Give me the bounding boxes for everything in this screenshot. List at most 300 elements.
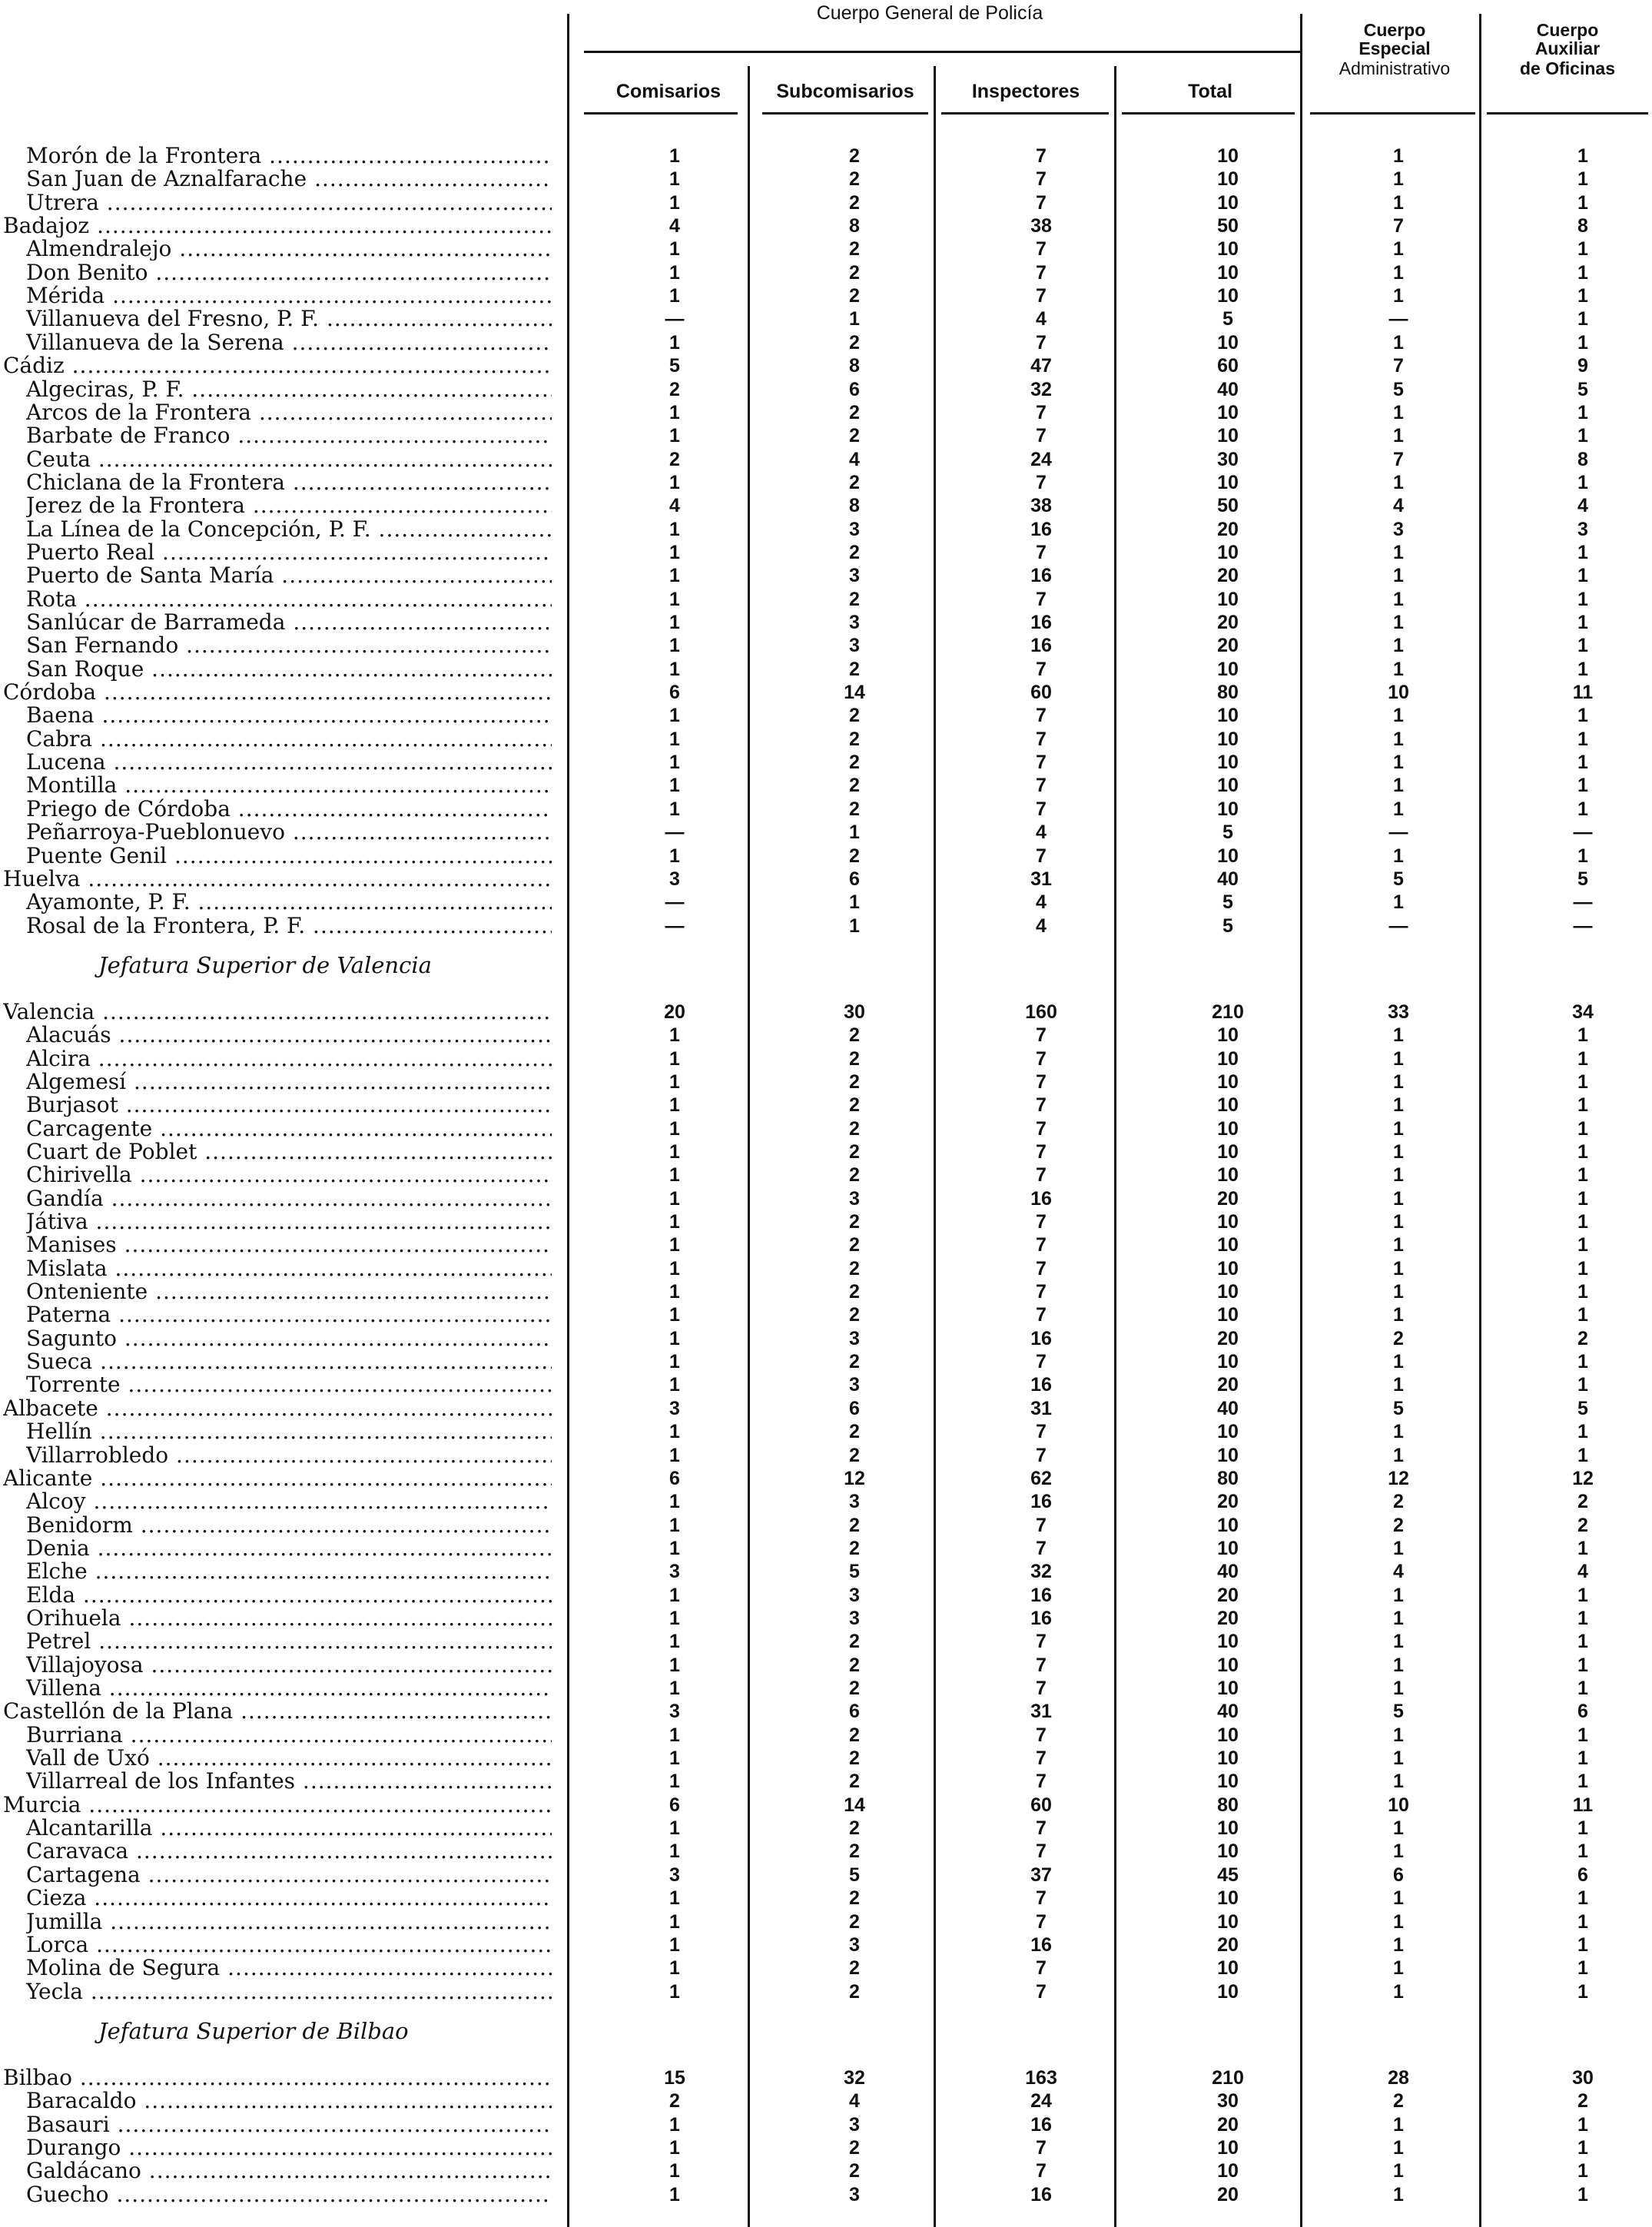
table-row bbox=[0, 354, 1652, 377]
cell-comisarios: 3 bbox=[669, 868, 680, 890]
cell-inspectores: 7 bbox=[1036, 1118, 1047, 1140]
cell-cao: 1 bbox=[1577, 1678, 1588, 1699]
header-bottom-rule-5 bbox=[1310, 112, 1475, 115]
table-row bbox=[0, 1677, 1652, 1700]
cell-cea: 1 bbox=[1393, 1911, 1404, 1933]
cell-subcomisarios: 3 bbox=[849, 1934, 860, 1956]
cell-comisarios: 1 bbox=[669, 1048, 680, 1070]
row-label: Cartagena ..... bbox=[26, 1864, 552, 1887]
cell-cao: 1 bbox=[1577, 1071, 1588, 1093]
cell-total: 20 bbox=[1217, 1374, 1239, 1396]
cell-total: 10 bbox=[1217, 1094, 1239, 1116]
cell-cea: 1 bbox=[1393, 1654, 1404, 1676]
cell-inspectores: 7 bbox=[1036, 168, 1047, 190]
cell-total: 30 bbox=[1217, 449, 1239, 470]
cell-total: 10 bbox=[1217, 1281, 1239, 1303]
cell-subcomisarios: 2 bbox=[849, 332, 860, 353]
table-row bbox=[0, 1700, 1652, 1723]
cell-cao: 5 bbox=[1577, 1398, 1588, 1419]
cell-cea: — bbox=[1388, 821, 1408, 843]
cell-comisarios: — bbox=[665, 308, 685, 330]
cell-inspectores: 7 bbox=[1036, 1234, 1047, 1256]
table-row bbox=[0, 704, 1652, 727]
cell-comisarios: 1 bbox=[669, 1421, 680, 1442]
table-row bbox=[0, 1630, 1652, 1653]
cell-cao: 1 bbox=[1577, 262, 1588, 284]
cell-inspectores: 31 bbox=[1030, 868, 1052, 890]
cell-subcomisarios: 2 bbox=[849, 1281, 860, 1303]
cell-total: 10 bbox=[1217, 1840, 1239, 1862]
cell-inspectores: 32 bbox=[1030, 1561, 1052, 1582]
cell-inspectores: 7 bbox=[1036, 1631, 1047, 1652]
cell-comisarios: 1 bbox=[669, 635, 680, 656]
row-label: Don Benito ..... bbox=[26, 261, 552, 284]
cell-cea: 1 bbox=[1393, 1934, 1404, 1956]
row-label: Castellón de la Plana ..... bbox=[3, 1700, 552, 1723]
table-row bbox=[0, 798, 1652, 821]
table-row bbox=[0, 1094, 1652, 1117]
cell-subcomisarios: 3 bbox=[849, 1585, 860, 1606]
section-heading: Jefatura Superior de Valencia bbox=[98, 952, 432, 978]
cell-cea: 1 bbox=[1393, 1164, 1404, 1186]
cell-subcomisarios: 30 bbox=[844, 1001, 865, 1023]
cell-cea: 1 bbox=[1393, 1771, 1404, 1792]
table-row bbox=[0, 1024, 1652, 1047]
cell-subcomisarios: 2 bbox=[849, 1678, 860, 1699]
cell-cao: 2 bbox=[1577, 2090, 1588, 2112]
cell-cea: 1 bbox=[1393, 1188, 1404, 1210]
cell-cea: — bbox=[1388, 915, 1408, 937]
cell-total: 10 bbox=[1217, 192, 1239, 214]
cell-total: 10 bbox=[1217, 798, 1239, 820]
header-cea-line1: Cuerpo bbox=[1363, 20, 1426, 40]
cell-comisarios: 1 bbox=[669, 798, 680, 820]
cell-subcomisarios: 2 bbox=[849, 2137, 860, 2159]
cell-cao: 8 bbox=[1577, 449, 1588, 470]
cell-subcomisarios: 2 bbox=[849, 1631, 860, 1652]
cell-cao: 1 bbox=[1577, 285, 1588, 307]
cell-comisarios: 1 bbox=[669, 1024, 680, 1046]
cell-subcomisarios: 2 bbox=[849, 1911, 860, 1933]
row-label: Sagunto ..... bbox=[26, 1327, 552, 1350]
cell-subcomisarios: 2 bbox=[849, 1538, 860, 1559]
table-row bbox=[0, 1303, 1652, 1326]
table-row bbox=[0, 1187, 1652, 1210]
cell-cao: 1 bbox=[1577, 425, 1588, 446]
cell-comisarios: 1 bbox=[669, 1538, 680, 1559]
table-row bbox=[0, 588, 1652, 611]
cell-total: 5 bbox=[1222, 308, 1233, 330]
cell-cea: 1 bbox=[1393, 168, 1404, 190]
cell-total: 10 bbox=[1217, 332, 1239, 353]
cell-comisarios: 1 bbox=[669, 752, 680, 773]
cell-subcomisarios: 6 bbox=[849, 379, 860, 400]
cell-comisarios: 1 bbox=[669, 1491, 680, 1512]
cell-comisarios: 1 bbox=[669, 1585, 680, 1606]
cell-subcomisarios: 6 bbox=[849, 1701, 860, 1722]
cell-cea: 1 bbox=[1393, 1024, 1404, 1046]
cell-total: 20 bbox=[1217, 565, 1239, 586]
cell-cao: 1 bbox=[1577, 332, 1588, 353]
cell-inspectores: 7 bbox=[1036, 238, 1047, 260]
row-label: Villajoyosa ..... bbox=[26, 1654, 552, 1677]
cell-total: 45 bbox=[1217, 1864, 1239, 1886]
section-heading: Jefatura Superior de Bilbao bbox=[98, 2018, 409, 2044]
cell-cea: 5 bbox=[1393, 379, 1404, 400]
table-row bbox=[0, 1887, 1652, 1910]
cell-cea: 1 bbox=[1393, 1048, 1404, 1070]
cell-subcomisarios: 6 bbox=[849, 1398, 860, 1419]
cell-cea: 10 bbox=[1388, 682, 1409, 703]
table-row bbox=[0, 1117, 1652, 1140]
cell-comisarios: 1 bbox=[669, 285, 680, 307]
cell-total: 30 bbox=[1217, 2090, 1239, 2112]
cell-comisarios: 6 bbox=[669, 1794, 680, 1816]
row-label: Alicante ..... bbox=[3, 1467, 552, 1490]
cell-inspectores: 38 bbox=[1030, 495, 1052, 516]
row-label: Sueca ..... bbox=[26, 1350, 552, 1373]
cell-inspectores: 7 bbox=[1036, 1258, 1047, 1279]
cell-comisarios: 1 bbox=[669, 2137, 680, 2159]
cell-comisarios: 1 bbox=[669, 1281, 680, 1303]
cell-inspectores: 7 bbox=[1036, 1771, 1047, 1792]
table-row bbox=[0, 914, 1652, 938]
cell-cea: 1 bbox=[1393, 752, 1404, 773]
cell-inspectores: 7 bbox=[1036, 1094, 1047, 1116]
table-row bbox=[0, 1864, 1652, 1887]
cell-comisarios: 15 bbox=[664, 2067, 685, 2089]
cell-subcomisarios: 2 bbox=[849, 285, 860, 307]
table-row bbox=[0, 237, 1652, 261]
cell-inspectores: 7 bbox=[1036, 1048, 1047, 1070]
cell-inspectores: 24 bbox=[1030, 2090, 1052, 2112]
cell-comisarios: 3 bbox=[669, 1701, 680, 1722]
cell-total: 80 bbox=[1217, 1794, 1239, 1816]
cell-inspectores: 7 bbox=[1036, 1421, 1047, 1442]
cell-comisarios: 1 bbox=[669, 2160, 680, 2182]
cell-cea: 7 bbox=[1393, 215, 1404, 237]
cell-total: 10 bbox=[1217, 1118, 1239, 1140]
cell-comisarios: 1 bbox=[669, 238, 680, 260]
cell-inspectores: 7 bbox=[1036, 2137, 1047, 2159]
row-label: Algemesí ..... bbox=[26, 1070, 552, 1094]
cell-cea: 1 bbox=[1393, 1141, 1404, 1163]
cell-inspectores: 16 bbox=[1030, 612, 1052, 633]
cell-comisarios: 1 bbox=[669, 1188, 680, 1210]
header-bottom-rule-4 bbox=[1122, 112, 1295, 115]
cell-subcomisarios: 2 bbox=[849, 775, 860, 796]
cell-subcomisarios: 4 bbox=[849, 449, 860, 470]
row-label: Lorca ..... bbox=[26, 1933, 552, 1957]
cell-total: 10 bbox=[1217, 472, 1239, 493]
table-row bbox=[0, 1560, 1652, 1583]
table-row bbox=[0, 1444, 1652, 1467]
cell-cao: 1 bbox=[1577, 1281, 1588, 1303]
cell-cea: 1 bbox=[1393, 1118, 1404, 1140]
cell-inspectores: 4 bbox=[1036, 821, 1047, 843]
row-label: Morón de la Frontera ..... bbox=[26, 144, 552, 168]
row-label: Córdoba ..... bbox=[3, 681, 552, 704]
table-row bbox=[0, 2066, 1652, 2089]
cell-subcomisarios: 2 bbox=[849, 1141, 860, 1163]
row-label: Galdácano ..... bbox=[26, 2159, 552, 2182]
cell-total: 40 bbox=[1217, 1398, 1239, 1419]
cell-subcomisarios: 2 bbox=[849, 589, 860, 610]
cell-inspectores: 7 bbox=[1036, 332, 1047, 353]
cell-total: 10 bbox=[1217, 729, 1239, 750]
cell-total: 10 bbox=[1217, 262, 1239, 284]
table-row bbox=[0, 751, 1652, 774]
cell-total: 50 bbox=[1217, 215, 1239, 237]
cell-subcomisarios: 3 bbox=[849, 1374, 860, 1396]
cell-subcomisarios: 2 bbox=[849, 262, 860, 284]
row-label: Badajoz ..... bbox=[3, 214, 552, 237]
cell-cao: 1 bbox=[1577, 1654, 1588, 1676]
cell-total: 10 bbox=[1217, 1678, 1239, 1699]
table-row bbox=[0, 681, 1652, 704]
cell-inspectores: 7 bbox=[1036, 752, 1047, 773]
cell-cea: 5 bbox=[1393, 1398, 1404, 1419]
cell-total: 5 bbox=[1222, 915, 1233, 937]
row-label: Jumilla ..... bbox=[26, 1910, 552, 1933]
cell-inspectores: 7 bbox=[1036, 1817, 1047, 1839]
cell-subcomisarios: 2 bbox=[849, 1445, 860, 1466]
cell-cea: 1 bbox=[1393, 402, 1404, 423]
cell-comisarios: 1 bbox=[669, 1071, 680, 1093]
cell-total: 10 bbox=[1217, 145, 1239, 167]
cell-total: 80 bbox=[1217, 682, 1239, 703]
cell-inspectores: 7 bbox=[1036, 1887, 1047, 1909]
cell-cao: 1 bbox=[1577, 1374, 1588, 1396]
cell-comisarios: 3 bbox=[669, 1864, 680, 1886]
cell-total: 10 bbox=[1217, 542, 1239, 563]
cell-subcomisarios: 3 bbox=[849, 2114, 860, 2136]
cell-subcomisarios: 5 bbox=[849, 1561, 860, 1582]
cell-cea: 1 bbox=[1393, 1724, 1404, 1746]
cell-total: 50 bbox=[1217, 495, 1239, 516]
header-group-title: Cuerpo General de Policía bbox=[816, 2, 1043, 24]
cell-total: 10 bbox=[1217, 1538, 1239, 1559]
cell-total: 10 bbox=[1217, 1771, 1239, 1792]
cell-comisarios: 1 bbox=[669, 402, 680, 423]
table-row bbox=[0, 168, 1652, 191]
row-label: Huelva ..... bbox=[3, 868, 552, 891]
cell-cea: 1 bbox=[1393, 612, 1404, 633]
row-label: Puerto Real ..... bbox=[26, 541, 552, 564]
row-label: Montilla ..... bbox=[26, 774, 552, 797]
header-comisarios: Comisarios bbox=[615, 81, 722, 102]
cell-total: 10 bbox=[1217, 1141, 1239, 1163]
table-row bbox=[0, 1070, 1652, 1094]
cell-subcomisarios: 1 bbox=[849, 821, 860, 843]
cell-subcomisarios: 2 bbox=[849, 472, 860, 493]
cell-comisarios: 1 bbox=[669, 1351, 680, 1372]
cell-cao: 1 bbox=[1577, 1840, 1588, 1862]
cell-subcomisarios: 2 bbox=[849, 1211, 860, 1233]
row-label: Cabra ..... bbox=[26, 728, 552, 751]
table-row bbox=[0, 1140, 1652, 1163]
cell-total: 10 bbox=[1217, 775, 1239, 796]
row-label: Murcia ..... bbox=[3, 1794, 552, 1817]
cell-cea: 1 bbox=[1393, 1445, 1404, 1466]
cell-comisarios: 2 bbox=[669, 2090, 680, 2112]
cell-subcomisarios: 2 bbox=[849, 729, 860, 750]
cell-cea: 1 bbox=[1393, 285, 1404, 307]
cell-cao: 12 bbox=[1572, 1468, 1594, 1489]
cell-inspectores: 7 bbox=[1036, 1678, 1047, 1699]
cell-subcomisarios: 2 bbox=[849, 1164, 860, 1186]
cell-comisarios: 1 bbox=[669, 2184, 680, 2205]
table-row bbox=[0, 1584, 1652, 1607]
cell-comisarios: 1 bbox=[669, 1934, 680, 1956]
cell-subcomisarios: 2 bbox=[849, 1024, 860, 1046]
row-label: Sanlúcar de Barrameda ..... bbox=[26, 611, 552, 634]
cell-cao: 1 bbox=[1577, 472, 1588, 493]
cell-cao: 2 bbox=[1577, 1515, 1588, 1536]
cell-cao: 1 bbox=[1577, 1118, 1588, 1140]
cell-inspectores: 4 bbox=[1036, 891, 1047, 913]
cell-cao: 1 bbox=[1577, 635, 1588, 656]
row-label: Arcos de la Frontera ..... bbox=[26, 401, 552, 424]
cell-cea: 1 bbox=[1393, 472, 1404, 493]
cell-comisarios: 1 bbox=[669, 845, 680, 867]
cell-subcomisarios: 32 bbox=[844, 2067, 865, 2089]
cell-inspectores: 7 bbox=[1036, 1515, 1047, 1536]
cell-cao: 2 bbox=[1577, 1491, 1588, 1512]
cell-subcomisarios: 1 bbox=[849, 915, 860, 937]
cell-inspectores: 7 bbox=[1036, 1164, 1047, 1186]
cell-inspectores: 7 bbox=[1036, 145, 1047, 167]
cell-subcomisarios: 14 bbox=[844, 682, 865, 703]
cell-subcomisarios: 2 bbox=[849, 425, 860, 446]
table-row bbox=[0, 1210, 1652, 1233]
cell-inspectores: 16 bbox=[1030, 519, 1052, 540]
cell-total: 5 bbox=[1222, 891, 1233, 913]
cell-cea: — bbox=[1388, 308, 1408, 330]
header-bottom-rule-3 bbox=[941, 112, 1109, 115]
cell-inspectores: 16 bbox=[1030, 1608, 1052, 1629]
cell-total: 10 bbox=[1217, 1304, 1239, 1326]
table-row bbox=[0, 1047, 1652, 1070]
cell-cea: 1 bbox=[1393, 659, 1404, 680]
cell-total: 10 bbox=[1217, 1631, 1239, 1652]
cell-comisarios: 1 bbox=[669, 659, 680, 680]
cell-subcomisarios: 3 bbox=[849, 1328, 860, 1349]
cell-cea: 6 bbox=[1393, 1864, 1404, 1886]
cell-subcomisarios: 2 bbox=[849, 238, 860, 260]
cell-comisarios: 1 bbox=[669, 1654, 680, 1676]
cell-cea: 1 bbox=[1393, 1258, 1404, 1279]
table-row bbox=[0, 845, 1652, 868]
cell-comisarios: 1 bbox=[669, 1328, 680, 1349]
cell-inspectores: 7 bbox=[1036, 1538, 1047, 1559]
cell-comisarios: 1 bbox=[669, 2114, 680, 2136]
row-label: Almendralejo ..... bbox=[26, 237, 552, 261]
cell-total: 10 bbox=[1217, 1445, 1239, 1466]
cell-subcomisarios: 2 bbox=[849, 1304, 860, 1326]
row-label: Villanueva de la Serena ..... bbox=[26, 331, 552, 354]
cell-cea: 1 bbox=[1393, 891, 1404, 913]
cell-cea: 12 bbox=[1388, 1468, 1409, 1489]
cell-cea: 33 bbox=[1388, 1001, 1409, 1023]
cell-inspectores: 7 bbox=[1036, 2160, 1047, 2182]
cell-cea: 1 bbox=[1393, 729, 1404, 750]
cell-comisarios: — bbox=[665, 821, 685, 843]
cell-subcomisarios: 2 bbox=[849, 2160, 860, 2182]
cell-cao: 1 bbox=[1577, 1957, 1588, 1979]
cell-cea: 1 bbox=[1393, 1981, 1404, 2003]
row-label: Barbate de Franco ..... bbox=[26, 424, 552, 447]
cell-comisarios: 1 bbox=[669, 589, 680, 610]
cell-inspectores: 7 bbox=[1036, 1351, 1047, 1372]
cell-cao: 1 bbox=[1577, 1631, 1588, 1652]
cell-total: 10 bbox=[1217, 705, 1239, 726]
table-row bbox=[0, 191, 1652, 214]
cell-cao: 1 bbox=[1577, 1608, 1588, 1629]
cell-total: 20 bbox=[1217, 2184, 1239, 2205]
table-row bbox=[0, 1350, 1652, 1373]
cell-total: 10 bbox=[1217, 1724, 1239, 1746]
cell-comisarios: 4 bbox=[669, 215, 680, 237]
cell-cao: 1 bbox=[1577, 1094, 1588, 1116]
table-row bbox=[0, 2183, 1652, 2206]
table-row bbox=[0, 1257, 1652, 1280]
row-label: Vall de Uxó ..... bbox=[26, 1747, 552, 1770]
cell-cea: 1 bbox=[1393, 1678, 1404, 1699]
cell-cao: 1 bbox=[1577, 1934, 1588, 1956]
cell-inspectores: 7 bbox=[1036, 1957, 1047, 1979]
cell-comisarios: 1 bbox=[669, 1678, 680, 1699]
cell-subcomisarios: 2 bbox=[849, 1747, 860, 1769]
cell-inspectores: 7 bbox=[1036, 729, 1047, 750]
cell-inspectores: 7 bbox=[1036, 845, 1047, 867]
cell-total: 10 bbox=[1217, 1887, 1239, 1909]
row-label: Valencia ..... bbox=[3, 1001, 552, 1024]
cell-total: 10 bbox=[1217, 1957, 1239, 1979]
cell-cao: 1 bbox=[1577, 2160, 1588, 2182]
table-row bbox=[0, 1537, 1652, 1560]
cell-total: 40 bbox=[1217, 868, 1239, 890]
cell-total: 10 bbox=[1217, 752, 1239, 773]
row-label: Rosal de la Frontera, P. F. ..... bbox=[26, 914, 552, 938]
cell-subcomisarios: 2 bbox=[849, 1351, 860, 1372]
cell-subcomisarios: 2 bbox=[849, 1817, 860, 1839]
table-row bbox=[0, 611, 1652, 634]
cell-cea: 1 bbox=[1393, 1631, 1404, 1652]
cell-subcomisarios: 8 bbox=[849, 215, 860, 237]
cell-inspectores: 7 bbox=[1036, 1071, 1047, 1093]
table-row bbox=[0, 214, 1652, 237]
cell-cao: 1 bbox=[1577, 2114, 1588, 2136]
table-row bbox=[0, 1514, 1652, 1537]
cell-cao: 30 bbox=[1572, 2067, 1594, 2089]
cell-comisarios: 1 bbox=[669, 565, 680, 586]
cell-total: 40 bbox=[1217, 379, 1239, 400]
cell-inspectores: 16 bbox=[1030, 1585, 1052, 1606]
table-row bbox=[0, 1373, 1652, 1396]
cell-total: 10 bbox=[1217, 1024, 1239, 1046]
cell-cao: 1 bbox=[1577, 192, 1588, 214]
cell-cao: 1 bbox=[1577, 1351, 1588, 1372]
row-label: Cieza ..... bbox=[26, 1887, 552, 1910]
row-label: Baena ..... bbox=[26, 704, 552, 727]
cell-subcomisarios: 2 bbox=[849, 402, 860, 423]
cell-total: 20 bbox=[1217, 2114, 1239, 2136]
cell-total: 10 bbox=[1217, 1211, 1239, 1233]
table-row bbox=[0, 2089, 1652, 2112]
table-row bbox=[0, 564, 1652, 587]
cell-subcomisarios: 2 bbox=[849, 1724, 860, 1746]
